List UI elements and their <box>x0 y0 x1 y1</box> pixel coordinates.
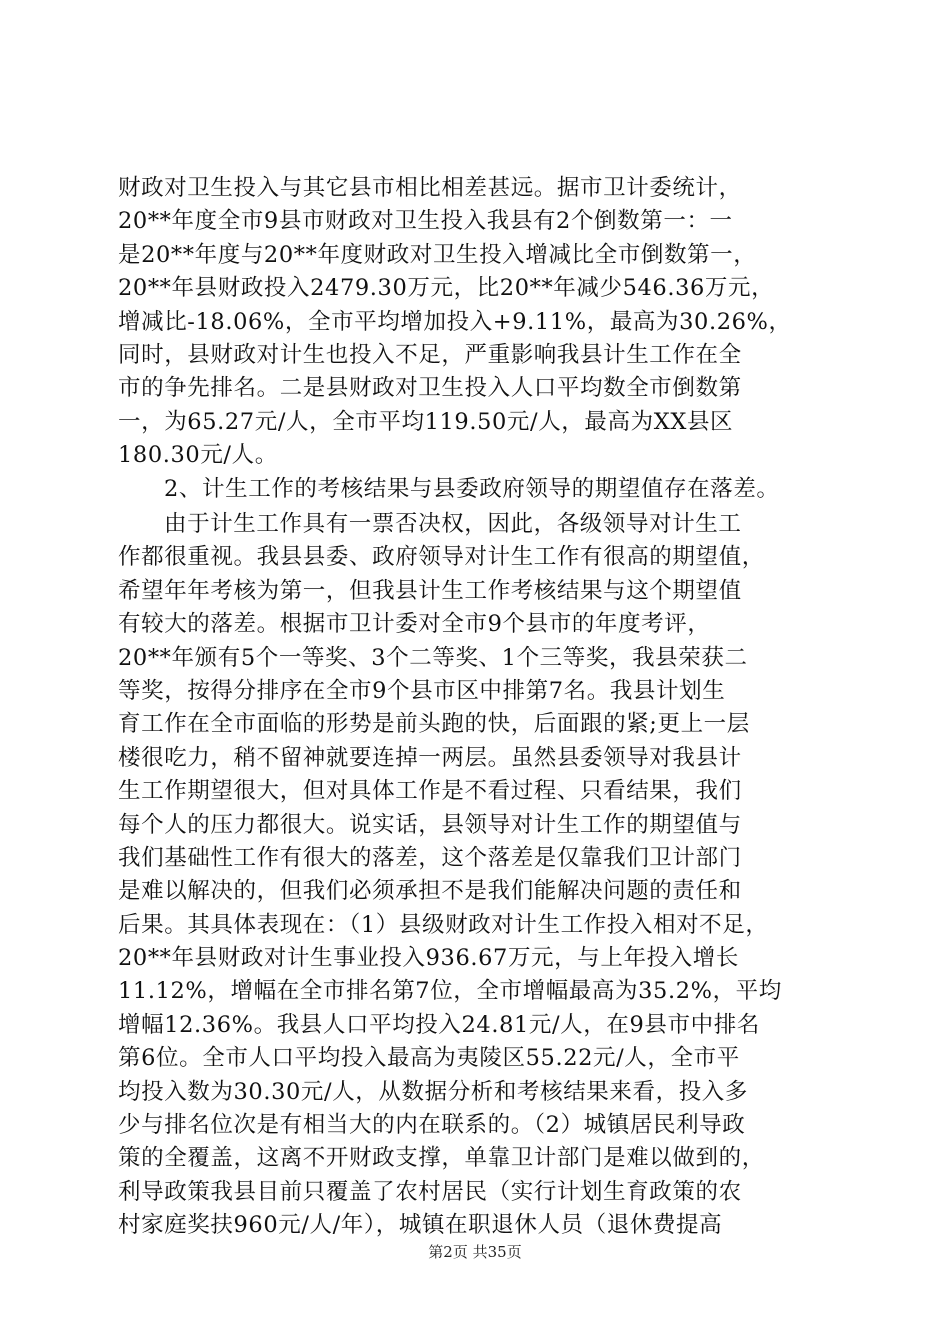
text-line: 市的争先排名。二是县财政对卫生投入人口平均数全市倒数第 <box>118 375 742 402</box>
text-line: 我们基础性工作有很大的落差，这个落差是仅靠我们卫计部门 <box>118 844 742 871</box>
text-line: 少与排名位次是有相当大的内在联系的。（2）城镇居民利导政 <box>118 1112 746 1139</box>
text-line: 希望年年考核为第一，但我县计生工作考核结果与这个期望值 <box>118 577 742 604</box>
text-line: 有较大的落差。根据市卫计委对全市9个县市的年度考评， <box>118 611 711 638</box>
text-line: 是难以解决的，但我们必须承担不是我们能解决问题的责任和 <box>118 878 742 905</box>
text-line: 是20**年度与20**年度财政对卫生投入增减比全市倒数第一， <box>118 241 757 268</box>
text-line: 育工作在全市面临的形势是前头跑的快，后面跟的紧;更上一层 <box>118 711 750 738</box>
text-line: 策的全覆盖，这离不开财政支撑，单靠卫计部门是难以做到的， <box>118 1145 765 1172</box>
text-line: 等奖，按得分排序在全市9个县市区中排第7名。我县计划生 <box>118 677 726 704</box>
text-line: 均投入数为30.30元/人，从数据分析和考核结果来看，投入多 <box>118 1078 748 1105</box>
text-line: 20**年县财政投入2479.30万元，比20**年减少546.36万元， <box>118 275 775 302</box>
section-heading: 2、计生工作的考核结果与县委政府领导的期望值存在落差。 <box>164 475 780 502</box>
paragraph-finance-investment <box>118 172 838 506</box>
text-line: 生工作期望很大，但对具体工作是不看过程、只看结果，我们 <box>118 778 742 805</box>
text-line: 一，为65.27元/人，全市平均119.50元/人，最高为XX县区 <box>118 408 734 435</box>
text-line: 同时，县财政对计生也投入不足，严重影响我县计生工作在全 <box>118 341 742 368</box>
text-line: 20**年颁有5个一等奖、3个二等奖、1个三等奖，我县荣获二 <box>118 644 748 671</box>
text-line: 楼很吃力，稍不留神就要连掉一两层。虽然县委领导对我县计 <box>118 744 742 771</box>
text-line: 20**年度全市9县市财政对卫生投入我县有2个倒数第一：一 <box>118 208 733 235</box>
text-line: 11.12%，增幅在全市排名第7位，全市增幅最高为35.2%，平均 <box>118 978 782 1005</box>
text-line: 增减比-18.06%，全市平均增加投入+9.11%，最高为30.26%， <box>118 308 792 335</box>
page-number-footer: 第2页 共35页 <box>428 1243 522 1261</box>
text-line: 增幅12.36%。我县人口平均投入24.81元/人，在9县市中排名 <box>118 1011 760 1038</box>
text-line: 财政对卫生投入与其它县市相比相差甚远。据市卫计委统计， <box>118 175 742 201</box>
text-line: 由于计生工作具有一票否决权，因此，各级领导对计生工 <box>164 511 742 537</box>
text-line: 第6位。全市人口平均投入最高为夷陵区55.22元/人，全市平 <box>118 1045 740 1072</box>
text-line: 20**年县财政对计生事业投入936.67万元，与上年投入增长 <box>118 945 739 972</box>
text-line: 后果。其具体表现在：（1）县级财政对计生工作投入相对不足， <box>118 911 769 938</box>
text-line: 村家庭奖扶960元/人/年），城镇在职退休人员（退休费提高 <box>118 1212 723 1239</box>
text-line: 作都很重视。我县县委、政府领导对计生工作有很高的期望值， <box>118 544 765 571</box>
paragraph-assessment-gap <box>118 508 838 1243</box>
text-line: 利导政策我县目前只覆盖了农村居民（实行计划生育政策的农 <box>118 1178 742 1205</box>
text-line: 180.30元/人。 <box>118 442 278 469</box>
text-line: 每个人的压力都很大。说实话，县领导对计生工作的期望值与 <box>118 811 742 838</box>
